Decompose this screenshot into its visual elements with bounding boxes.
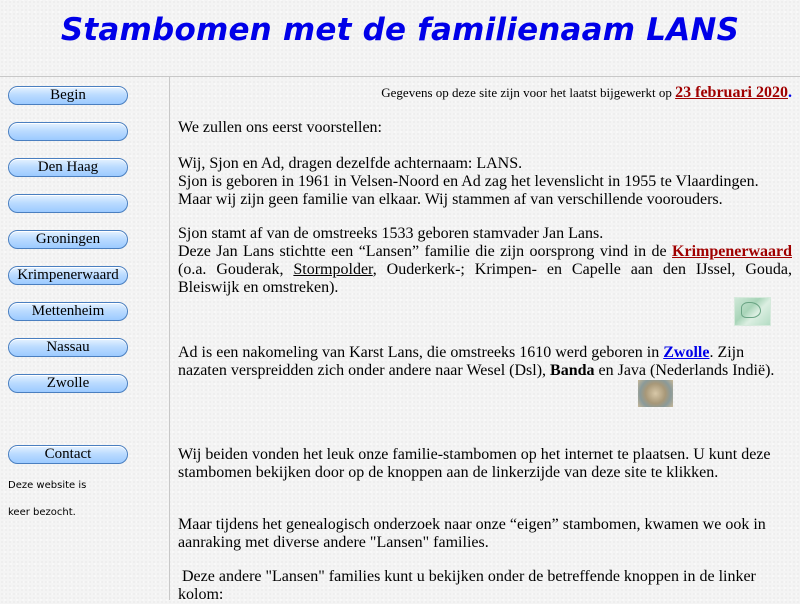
map-thumbnail-image[interactable] [734,297,771,326]
site-title: Stambomen met de familienaam LANS [60,12,740,48]
sidebar-divider [169,76,170,600]
last-updated-text: Gegevens op deze site zijn voor het laatst bijgewerkt op [381,85,676,100]
intro-text: We zullen ons eerst voorstellen: [178,119,382,136]
seal-thumbnail-image[interactable] [638,380,673,407]
nav-button-blank-1[interactable] [8,122,128,141]
paragraph-other-families: Deze andere "Lansen" families kunt u bekijken onder de betreffende knoppen in de linker kolom: [178,568,756,603]
visit-counter-line2: keer bezocht. [8,507,76,518]
krimpenerwaard-link[interactable]: Krimpenerwaard [672,243,792,260]
sjon-line-1: Sjon stamt af van de omstreeks 1533 geboren stamvader Jan Lans. [178,225,604,242]
nav-button-groningen[interactable]: Groningen [8,230,128,249]
intro-line-3: Maar wij zijn geen familie van elkaar. Wij stammen af van verschillende voorouders. [178,191,723,208]
nav-button-nassau[interactable]: Nassau [8,338,128,357]
paragraph-ad [178,344,792,380]
nav-button-krimpenerwaard[interactable]: Krimpenerwaard [8,266,128,285]
last-updated-date-link[interactable]: 23 februari 2020 [675,84,788,101]
paragraph-introduction [178,155,792,209]
sjon-text-c: , Ouderkerk-; Krimpen- en Capelle aan den IJssel, Gouda, Bleiswijk en omstreken). [178,261,793,296]
sjon-text-b: (o.a. Gouderak, [178,261,294,278]
stormpolder-link[interactable]: Stormpolder [293,261,373,278]
nav-button-den-haag[interactable]: Den Haag [8,158,128,177]
last-updated [381,84,792,102]
sjon-paragraph [178,243,792,297]
visit-counter-line1: Deze website is [8,480,87,491]
sidebar [0,76,169,600]
nav-button-mettenheim[interactable]: Mettenheim [8,302,128,321]
paragraph-research: Maar tijdens het genealogisch onderzoek naar onze “eigen” stambomen, kwamen we ook in aanraking met diverse andere "Lansen" families. [178,516,766,551]
zwolle-link[interactable]: Zwolle [663,344,710,361]
ad-text-a: Ad is een nakomeling van Karst Lans, die omstreeks 1610 werd geboren in [178,344,664,361]
nav-button-begin[interactable]: Begin [8,86,128,105]
nav-button-blank-2[interactable] [8,194,128,213]
contact-button[interactable]: Contact [8,445,128,464]
paragraph-internet: Wij beiden vonden het leuk onze familie-stambomen op het internet te plaatsen. U kunt deze stambomen bekijken door op de knoppen aan de linkerzijde van deze site te klikken. [178,446,771,481]
nav-button-zwolle[interactable]: Zwolle [8,374,128,393]
last-updated-period: . [788,84,792,101]
intro-line-1: Wij, Sjon en Ad, dragen dezelfde achternaam: LANS. [178,155,523,172]
banda-text: Banda [550,362,595,379]
ad-text-b: . Zijn nazaten verspreidden zich onder andere naar Wesel (Dsl), [178,344,745,379]
ad-text-c: en Java (Nederlands Indië). [594,362,775,379]
intro-line-2: Sjon is geboren in 1961 in Velsen-Noord en Ad zag het levenslicht in 1955 te Vlaardingen. [178,173,759,190]
sjon-text-a: Deze Jan Lans stichtte een “Lansen” familie die zijn oorsprong vind in de [178,243,673,260]
paragraph-sjon [178,225,792,297]
